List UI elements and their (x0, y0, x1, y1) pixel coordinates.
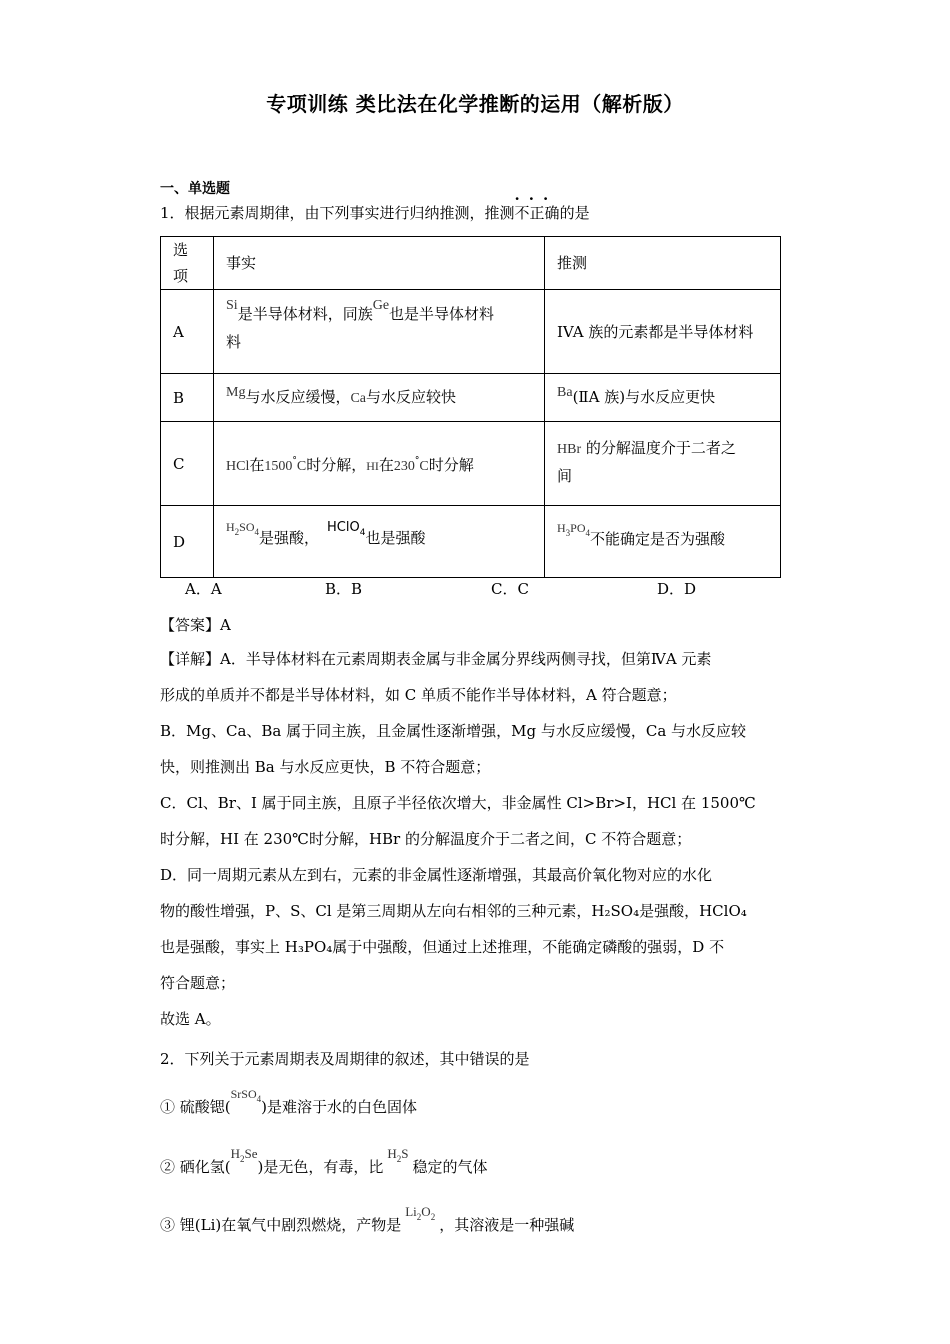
choice-a[interactable]: A．A (185, 580, 222, 598)
table-cell-option: D (161, 506, 214, 578)
table-cell-guess: HBr 的分解温度介于二者之 间 (545, 422, 781, 506)
explanation-line: D．同一周期元素从左到右，元素的非金属性逐渐增强，其最高价氧化物对应的水化 (160, 866, 713, 884)
question-2-stem: 2．下列关于元素周期表及周期律的叙述，其中错误的是 (160, 1050, 530, 1068)
explanation (160, 641, 800, 1037)
choice-c[interactable]: C．C (491, 580, 529, 598)
explanation-line: C．Cl、Br、I 属于同主族，且原子半径依次增大，非金属性 Cl>Br>I，HCl 在 1500℃ (160, 794, 756, 812)
table-row (161, 290, 781, 374)
answer-line: 【答案】A (160, 616, 231, 634)
table-header-row (161, 237, 781, 290)
explanation-line: 符合题意； (160, 974, 236, 992)
answer-choices (185, 578, 785, 600)
explanation-line: 故选 A。 (160, 1010, 221, 1028)
table-header-cell: 事实 (214, 237, 545, 290)
table-cell-fact: Mg与水反应缓慢，Ca与水反应较快 (214, 374, 545, 422)
table-cell-option: B (161, 374, 214, 422)
explanation-line: 快，则推测出 Ba 与水反应更快，B 不符合题意； (160, 758, 491, 776)
table-row (161, 506, 781, 578)
explanation-line: 【详解】A．半导体材料在元素周期表金属与非金属分界线两侧寻找，但第ⅣA 元素 (160, 650, 712, 668)
table-row (161, 374, 781, 422)
emphasized-text: ··· 不正确 (514, 190, 560, 222)
table-cell-fact: $^{H_2SO_4}$是强酸，HClO$_4$也是强酸 (214, 506, 545, 578)
choice-d[interactable]: D．D (657, 580, 697, 598)
table-cell-guess: Ba(ⅡA 族)与水反应更快 (545, 374, 781, 422)
page-title: 专项训练 类比法在化学推断的运用（解析版） (266, 92, 684, 116)
explanation-line: 时分解，HI 在 230℃时分解，HBr 的分解温度介于二者之间，C 不符合题意； (160, 830, 692, 848)
table-cell-option: A (161, 290, 214, 374)
table-cell-fact: HCl在1500°C时分解，HI在230°C时分解 (214, 422, 545, 506)
table-header-cell: 推测 (545, 237, 781, 290)
table-row (161, 422, 781, 506)
question-2-item: ③ 锂(Li)在氧气中剧烈燃烧，产物是$Li_2O_2$ ，其溶液是一种强碱 (160, 1204, 575, 1234)
section-heading: 一、单选题 (160, 181, 230, 197)
explanation-line: 形成的单质并不都是半导体材料，如 C 单质不能作半导体材料，A 符合题意； (160, 686, 677, 704)
table-cell-option: C (161, 422, 214, 506)
explanation-line: 也是强酸，事实上 H₃PO₄属于中强酸，但通过上述推理，不能确定磷酸的强弱，D 不 (160, 938, 725, 956)
question-2-item: ① 硫酸锶($^{SrSO_4}$)是难溶于水的白色固体 (160, 1087, 417, 1116)
question-1-stem: 1．根据元素周期律，由下列事实进行归纳推测，推测 ··· 不正确的是 (160, 190, 590, 222)
table-cell-guess: $^{H_3PO_4}$不能确定是否为强酸 (545, 506, 781, 578)
explanation-line: B．Mg、Ca、Ba 属于同主族，且金属性逐渐增强，Mg 与水反应缓慢，Ca 与水反应较 (160, 722, 747, 740)
question-1-table (160, 236, 781, 578)
explanation-line: 物的酸性增强，P、S、Cl 是第三周期从左向右相邻的三种元素，H₂SO₄是强酸，HClO₄ (160, 902, 747, 920)
table-cell-fact: Si是半导体材料，同族Ge也是半导体材料 料 (214, 290, 545, 374)
table-header-cell: 选项 (161, 237, 214, 290)
choice-b[interactable]: B．B (325, 580, 363, 598)
table-cell-guess: IVA 族的元素都是半导体材料 (545, 290, 781, 374)
question-2-item: ② 硒化氢$(H_2Se)$是无色，有毒，比$H_2S$稳定的气体 (160, 1146, 488, 1176)
